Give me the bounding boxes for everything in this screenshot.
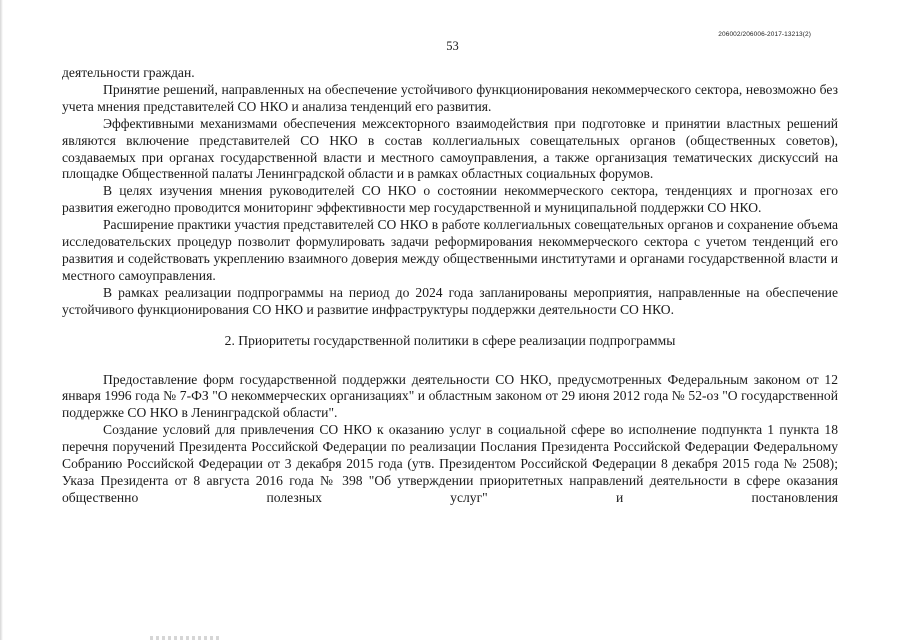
document-id: 206002/206006-2017-13213(2): [718, 31, 811, 38]
paragraph: Эффективными механизмами обеспечения межсекторного взаимодействия при подготовке и принятии властных решений являются включение представителей СО НКО в состав коллегиальных совещательных органов (общественных советов), создаваемых при органах государственной власти и местного самоуправления, а также организация тематических дискуссий на площадке Общественной палаты Ленинградской области и в рамках областных социальных форумов.: [62, 115, 838, 182]
paragraph-continuation: деятельности граждан.: [62, 65, 195, 80]
scan-left-edge: [0, 0, 3, 640]
paragraph: Расширение практики участия представителей СО НКО в работе коллегиальных совещательных органов и сохранение объема исследовательских процедур позволит формулировать задачи реформирования некоммерческого сектора с учетом тенденций его развития и содействовать укреплению взаимного доверия между общественными институтами и органами государственной власти и местного самоуправления.: [62, 217, 838, 283]
document-body: [62, 65, 838, 507]
section-heading: 2. Приоритеты государственной политики в сфере реализации подпрограммы: [224, 332, 676, 348]
paragraph: В целях изучения мнения руководителей СО НКО о состоянии некоммерческого сектора, тенденциях и прогнозах его развития ежегодно проводится мониторинг эффективности мер государственной и муниципальной поддержки СО НКО.: [62, 183, 838, 216]
scan-artifact: [150, 636, 220, 640]
paragraph: Принятие решений, направленных на обеспечение устойчивого функционирования некоммерческого сектора, невозможно без учета мнения представителей СО НКО и анализа тенденций его развития.: [62, 81, 838, 114]
paragraph: Предоставление форм государственной поддержки деятельности СО НКО, предусмотренных Федеральным законом от 12 января 1996 года № 7-ФЗ "О некоммерческих организациях" и областным законом от 29 июня 2012 года № 52-оз "О государственной поддержке СО НКО в Ленинградской области".: [62, 371, 838, 421]
page-number: 53: [446, 39, 459, 53]
paragraph: Создание условий для привлечения СО НКО к оказанию услуг в социальной сфере во исполнение подпункта 1 пункта 18 перечня поручений Президента Российской Федерации по реализации Послания Президента Российской Федерации Федеральному Собранию Российской Федерации от 3 декабря 2015 года (утв. Президентом Российской Федерации 8 декабря 2015 года № 2508); Указа Президента от 8 августа 2016 года № 398 "Об утверждении приоритетных направлений деятельности в сфере оказания общественно полезных услуг" и постановления: [62, 422, 838, 505]
paragraph: В рамках реализации подпрограммы на период до 2024 года запланированы мероприятия, направленные на обеспечение устойчивого функционирования СО НКО и развитие инфраструктуры поддержки деятельности СО НКО.: [62, 284, 838, 317]
